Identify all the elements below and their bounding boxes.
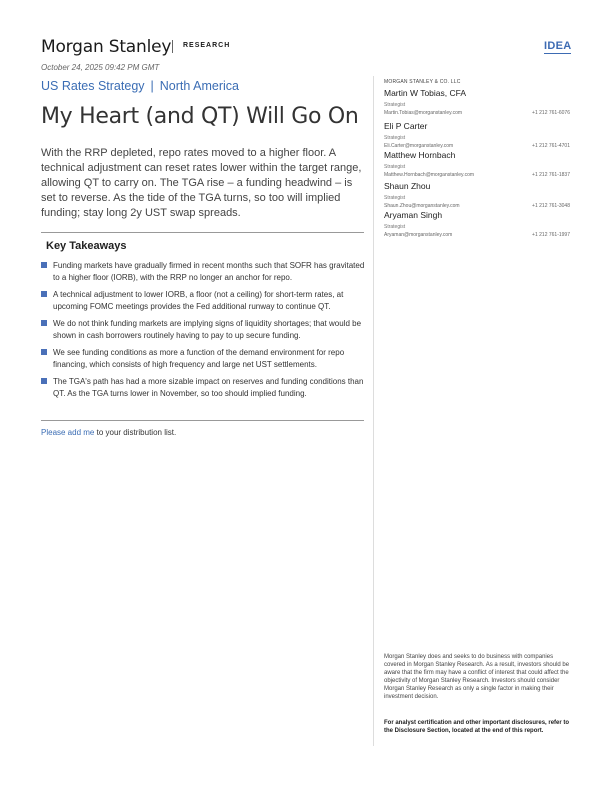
author-role: Strategist <box>384 224 406 230</box>
logo-divider <box>172 40 173 53</box>
author-role: Strategist <box>384 135 406 141</box>
author-email[interactable]: Matthew.Hornbach@morganstanley.com <box>384 172 475 178</box>
square-bullet-icon <box>41 349 47 355</box>
strategy-separator: | <box>150 79 154 93</box>
author-block <box>384 150 570 179</box>
page-title: My Heart (and QT) Will Go On <box>41 104 359 129</box>
author-phone: +1 212 761-6076 <box>532 110 570 116</box>
publish-date: October 24, 2025 09:42 PM GMT <box>41 63 160 72</box>
key-takeaways-list <box>41 260 365 405</box>
morgan-stanley-logo: Morgan Stanley <box>41 37 172 57</box>
author-phone: +1 212 761-3048 <box>532 203 570 209</box>
list-item: The TGA's path has had a more sizable impact on reserves and funding conditions than QT. As the TGA turns lower in November, so too should implied funding. <box>41 376 365 400</box>
author-email[interactable]: Martin.Tobias@morganstanley.com <box>384 110 463 116</box>
author-role: Strategist <box>384 195 406 201</box>
author-email[interactable]: Shaun.Zhou@morganstanley.com <box>384 203 460 209</box>
strategy-name: US Rates Strategy <box>41 79 145 93</box>
distribution-line <box>41 428 176 437</box>
strategy-region: North America <box>159 79 239 93</box>
author-block <box>384 88 570 117</box>
add-to-distribution-link[interactable]: Please add me <box>41 428 95 437</box>
author-phone: +1 212 761-4701 <box>532 143 570 149</box>
sidebar-divider <box>373 76 374 746</box>
author-name: Matthew Hornbach <box>384 150 456 160</box>
author-phone: +1 212 761-1837 <box>532 172 570 178</box>
research-label: RESEARCH <box>183 42 231 49</box>
author-phone: +1 212 761-1997 <box>532 232 570 238</box>
divider-bottom <box>41 420 364 421</box>
square-bullet-icon <box>41 262 47 268</box>
author-name: Martin W Tobias, CFA <box>384 88 467 98</box>
author-name: Eli P Carter <box>384 121 428 131</box>
firm-name: MORGAN STANLEY & CO. LLC <box>384 79 461 85</box>
square-bullet-icon <box>41 378 47 384</box>
author-role: Strategist <box>384 102 406 108</box>
author-block <box>384 121 570 150</box>
idea-tag: IDEA <box>544 40 572 52</box>
square-bullet-icon <box>41 320 47 326</box>
author-name: Aryaman Singh <box>384 210 443 220</box>
distribution-text: to your distribution list. <box>94 428 177 437</box>
list-item: We see funding conditions as more a function of the demand environment for repo financing, which consists of high frequency and large net UST settlements. <box>41 347 365 371</box>
disclaimer-text: Morgan Stanley does and seeks to do business with companies covered in Morgan Stanley Research. As a result, investors should be aware that the firm may have a conflict of interest that could affect the objectivity of Morgan Stanley Research. Investors should consider Morgan Stanley Research as only a single factor in making their investment decision. <box>384 654 570 701</box>
strategy-line <box>41 79 239 93</box>
list-item: We do not think funding markets are implying signs of liquidity shortages; that would be shown in cash borrowers routinely having to pay to up secure funding. <box>41 318 365 342</box>
divider-top <box>41 232 364 233</box>
square-bullet-icon <box>41 291 47 297</box>
disclosure-notice: For analyst certification and other important disclosures, refer to the Disclosure Section, located at the end of this report. <box>384 720 570 735</box>
author-block <box>384 210 570 239</box>
list-item: Funding markets have gradually firmed in recent months such that SOFR has gravitated to a higher floor (IORB), with the RRP no longer an anchor for repo. <box>41 260 365 284</box>
key-takeaways-heading: Key Takeaways <box>46 240 127 252</box>
author-email[interactable]: Aryaman@morganstanley.com <box>384 232 453 238</box>
author-role: Strategist <box>384 164 406 170</box>
author-name: Shaun Zhou <box>384 181 431 191</box>
author-block <box>384 181 570 210</box>
list-item: A technical adjustment to lower IORB, a floor (not a ceiling) for short-term rates, at upcoming FOMC meetings provides the Fed additional runway to continue QT. <box>41 289 365 313</box>
author-email[interactable]: Eli.Carter@morganstanley.com <box>384 143 454 149</box>
summary-paragraph: With the RRP depleted, repo rates moved to a higher floor. A technical adjustment can reset rates lower within the target range, allowing QT to carry on. The TGA rise – a funding headwind – is set to reverse. As the tide of the TGA turns, so too will implied funding; stay long 2y UST swap spreads. <box>41 147 362 219</box>
